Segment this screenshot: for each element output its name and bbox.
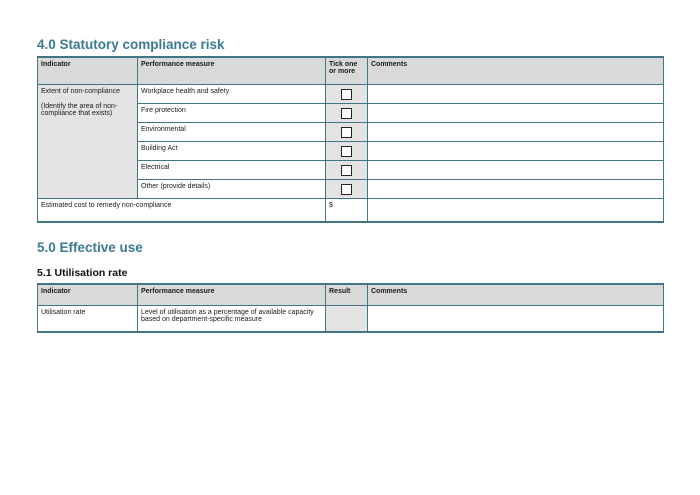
comments-cell[interactable]: [368, 123, 664, 142]
checkbox-other[interactable]: [341, 184, 352, 195]
table-header-row: [38, 284, 664, 306]
measure-workplace-health-safety: Workplace health and safety: [138, 85, 326, 104]
checkbox-environmental[interactable]: [341, 127, 352, 138]
checkbox-workplace-health-safety[interactable]: [341, 89, 352, 100]
header-tick: Tick one or more: [326, 57, 368, 85]
section-5-1-title: 5.1 Utilisation rate: [37, 267, 128, 279]
header-comments: Comments: [368, 57, 664, 85]
cost-row: [38, 199, 664, 223]
header-indicator: Indicator: [38, 284, 138, 306]
utilisation-rate-table: [37, 283, 664, 333]
table-header-row: [38, 57, 664, 85]
comments-cell[interactable]: [368, 199, 664, 223]
indicator-utilisation-rate: Utilisation rate: [38, 306, 138, 333]
comments-cell[interactable]: [368, 306, 664, 333]
checkbox-building-act[interactable]: [341, 146, 352, 157]
section-5-title: 5.0 Effective use: [37, 240, 143, 255]
measure-environmental: Environmental: [138, 123, 326, 142]
comments-cell[interactable]: [368, 104, 664, 123]
statutory-compliance-table: [37, 56, 664, 223]
indicator-cell: [38, 85, 138, 199]
result-cell[interactable]: [326, 306, 368, 333]
checkbox-electrical[interactable]: [341, 165, 352, 176]
comments-cell[interactable]: [368, 142, 664, 161]
header-performance-measure: Performance measure: [138, 284, 326, 306]
dollar-sign: $: [329, 202, 333, 209]
indicator-label: Extent of non-compliance: [41, 88, 120, 95]
comments-cell[interactable]: [368, 161, 664, 180]
cost-input[interactable]: [326, 199, 368, 223]
table-row: [38, 85, 664, 104]
comments-cell[interactable]: [368, 85, 664, 104]
cost-label: Estimated cost to remedy non-compliance: [38, 199, 326, 223]
measure-fire-protection: Fire protection: [138, 104, 326, 123]
comments-cell[interactable]: [368, 180, 664, 199]
measure-utilisation: Level of utilisation as a percentage of available capacity based on department-specific measure: [138, 306, 326, 333]
header-result: Result: [326, 284, 368, 306]
header-performance-measure: Performance measure: [138, 57, 326, 85]
measure-electrical: Electrical: [138, 161, 326, 180]
indicator-note: (Identify the area of non-compliance that exists): [41, 103, 118, 117]
measure-building-act: Building Act: [138, 142, 326, 161]
section-4-title: 4.0 Statutory compliance risk: [37, 37, 225, 52]
header-indicator: Indicator: [38, 57, 138, 85]
checkbox-fire-protection[interactable]: [341, 108, 352, 119]
measure-other: Other (provide details): [138, 180, 326, 199]
table-row: [38, 306, 664, 333]
header-comments: Comments: [368, 284, 664, 306]
